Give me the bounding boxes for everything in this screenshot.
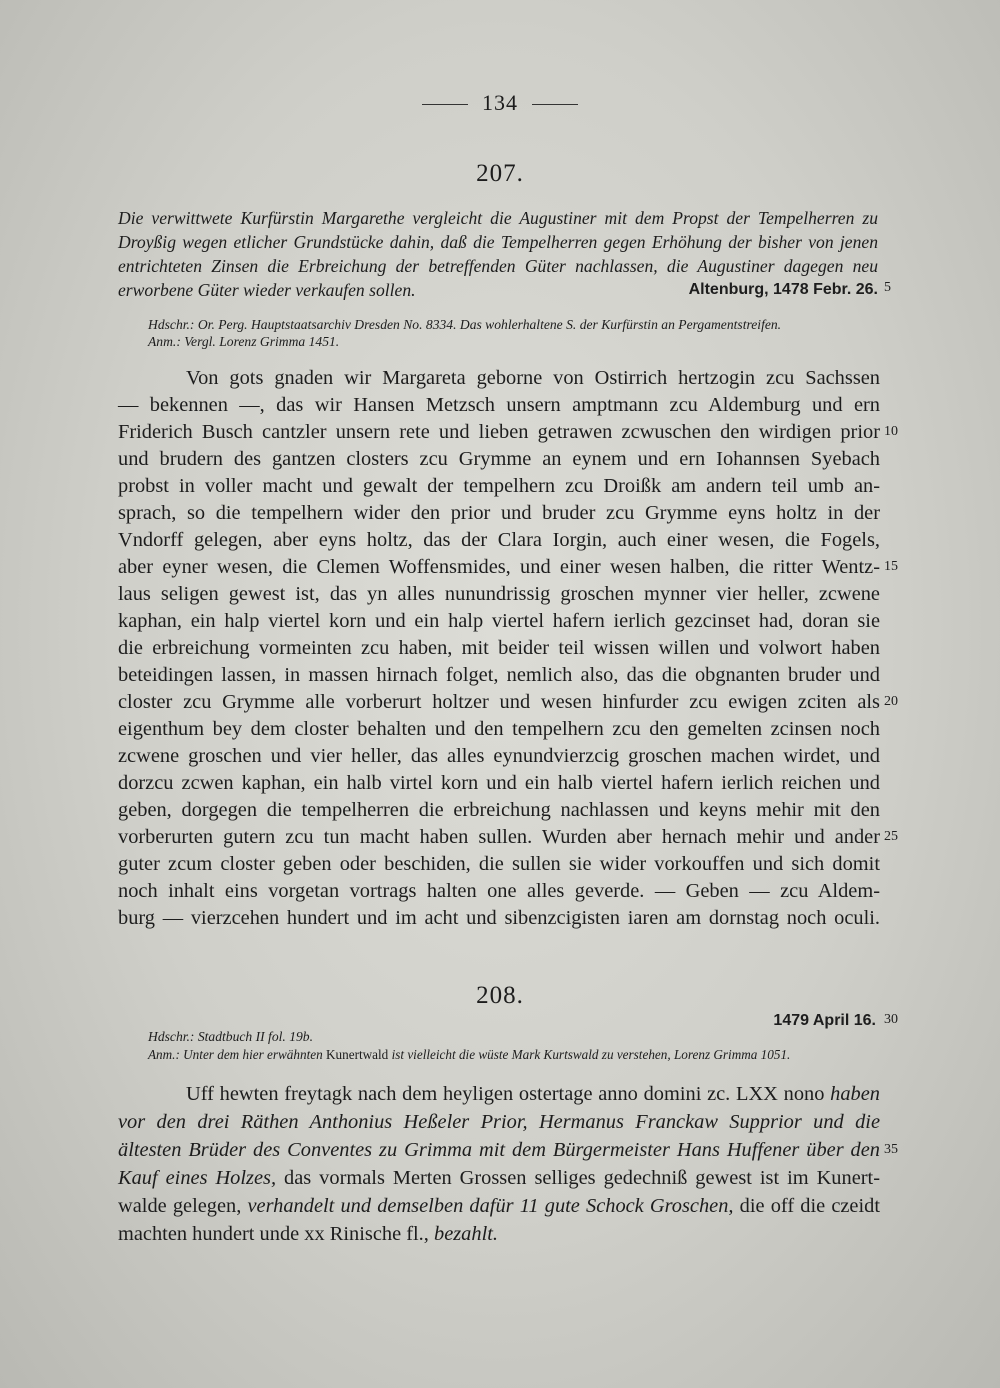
line-number: 5	[884, 280, 891, 295]
text-line: beteidingen lassen, in massen hirnach folget, nemlich also, das die obgnanten bruder und	[118, 664, 880, 686]
text-line: eigenthum bey dem closter behalten und den tempelhern zcu den gemelten zcinsen noch	[118, 718, 880, 740]
text-line: aber eyner wesen, die Clemen Woffensmides, und einer wesen halben, die ritter Wentz-	[118, 556, 880, 578]
text-line: Uff hewten freytagk nach dem heyligen ostertage anno domini zc. LXX nono haben	[186, 1083, 880, 1105]
text-line: noch inhalt eins vorgetan vortrags halten one alles geverde. — Geben — zcu Aldem-	[118, 880, 880, 902]
doc-208-note-anm: Anm.: Unter dem hier erwähnten Kunertwald ist vielleicht die wüste Mark Kurtswald zu verstehen, Lorenz Grimma 1051.	[148, 1047, 791, 1062]
text-line: burg — vierzcehen hundert und im acht und sibenzcigisten iaren am dornstag noch oculi.	[118, 907, 880, 929]
line-number: 35	[884, 1142, 898, 1157]
text-line: kaphan, ein halp viertel korn und ein halp viertel hafern ierlich gezcinset had, doran sie	[118, 610, 880, 632]
text-line: probst in voller macht und gewalt der tempelhern zcu Droißk am andern teil umb an-	[118, 475, 880, 497]
text-line: machten hundert unde xx Rinische fl., bezahlt.	[118, 1223, 498, 1245]
text-line: closter zcu Grymme alle vorberurt holtzer und wesen hinfurder zcu ewigen zciten als	[118, 691, 880, 713]
doc-207-number: 207.	[476, 160, 524, 187]
text-line: walde gelegen, verhandelt und demselben dafür 11 gute Schock Groschen, die off die czeidt	[118, 1195, 881, 1217]
doc-207-regest: Die verwittwete Kurfürstin Margarethe vergleicht die Augustiner mit dem Propst der Tempelherren zu Droyßig wegen etlicher Grundstücke dahin, daß die Tempelherren gegen Erhöhung der bisher von jenen entrichteten Zinsen die Erbreichung der betreffenden Güter nachlassen, die Augustiner dagegen neu erworbene Güter wieder verkaufen sollen. Altenburg, 1478 Febr. 26.	[118, 208, 878, 300]
text-line: vorberurten gutern zcu tun macht haben sullen. Wurden aber hernach mehir und ander	[118, 826, 880, 848]
doc-208-note-hdschr: Hdschr.: Stadtbuch II fol. 19b.	[148, 1029, 313, 1044]
page-number: 134	[0, 90, 1000, 116]
text-line: Von gots gnaden wir Margareta geborne von Ostirrich hertzogin zcu Sachssen	[186, 367, 880, 389]
doc-207-note-anm: Anm.: Vergl. Lorenz Grimma 1451.	[148, 334, 340, 349]
text-line: Vndorff gelegen, aber eyns holtz, das der Clara Iorgin, auch einer wesen, die Fogels,	[118, 529, 880, 551]
text-line: zcwene groschen und vier heller, das alles eynundvierzcig groschen machen wirdet, und	[118, 745, 880, 767]
doc-208-number: 208.	[476, 982, 524, 1009]
rule-left	[422, 104, 468, 105]
line-number: 25	[884, 829, 898, 844]
text-line: ältesten Brüder des Conventes zu Grimma mit dem Bürgermeister Hans Huffener über den	[118, 1139, 880, 1161]
line-number: 20	[884, 694, 898, 709]
text-line: Friderich Busch cantzler unsern rete und lieben getrawen zcwuschen den wirdigen prior	[118, 421, 880, 443]
text-line: guter zcum closter geben oder beschiden, die sullen sie wider vorkouffen und sich domit	[118, 853, 880, 875]
doc-207-place-date: Altenburg, 1478 Febr. 26.	[688, 281, 878, 298]
text-line: die erbreichung vormeinten zcu haben, mit beider teil wissen willen und volwort haben	[118, 637, 880, 659]
text-line: vor den drei Räthen Anthonius Heßeler Prior, Hermanus Franckaw Supprior und die	[118, 1111, 880, 1133]
text-line: dorzcu zcwen kaphan, ein halb virtel korn und ein halb viertel hafern ierlich reichen und	[118, 772, 880, 794]
text-line: — bekennen —, das wir Hansen Metzsch unsern amptmann zcu Aldemburg und ern	[118, 394, 880, 416]
text-line: laus seligen gewest ist, das yn alles nunundrissig groschen mynner vier heller, zcwene	[118, 583, 880, 605]
line-number: 10	[884, 424, 898, 439]
text-line: geben, dorgegen die tempelherren die erbreichung nachlassen und keyns mehir mit den	[118, 799, 880, 821]
text-line: sprach, so die tempelhern wider den prior und bruder zcu Grymme eyns holtz in der	[118, 502, 880, 524]
text-line: und brudern des gantzen closters zcu Grymme an eynem und ern Iohannsen Syebach	[118, 448, 880, 470]
line-number: 15	[884, 559, 898, 574]
text-line: Kauf eines Holzes, das vormals Merten Grossen selliges gedechniß gewest ist im Kunert-	[118, 1167, 880, 1189]
rule-right	[532, 104, 578, 105]
doc-208-date: 1479 April 16.	[773, 1012, 876, 1029]
line-number: 30	[884, 1012, 898, 1027]
doc-207-note-hdschr: Hdschr.: Or. Perg. Hauptstaatsarchiv Dresden No. 8334. Das wohlerhaltene S. der Kurfürstin an Pergamentstreifen.	[148, 317, 782, 332]
